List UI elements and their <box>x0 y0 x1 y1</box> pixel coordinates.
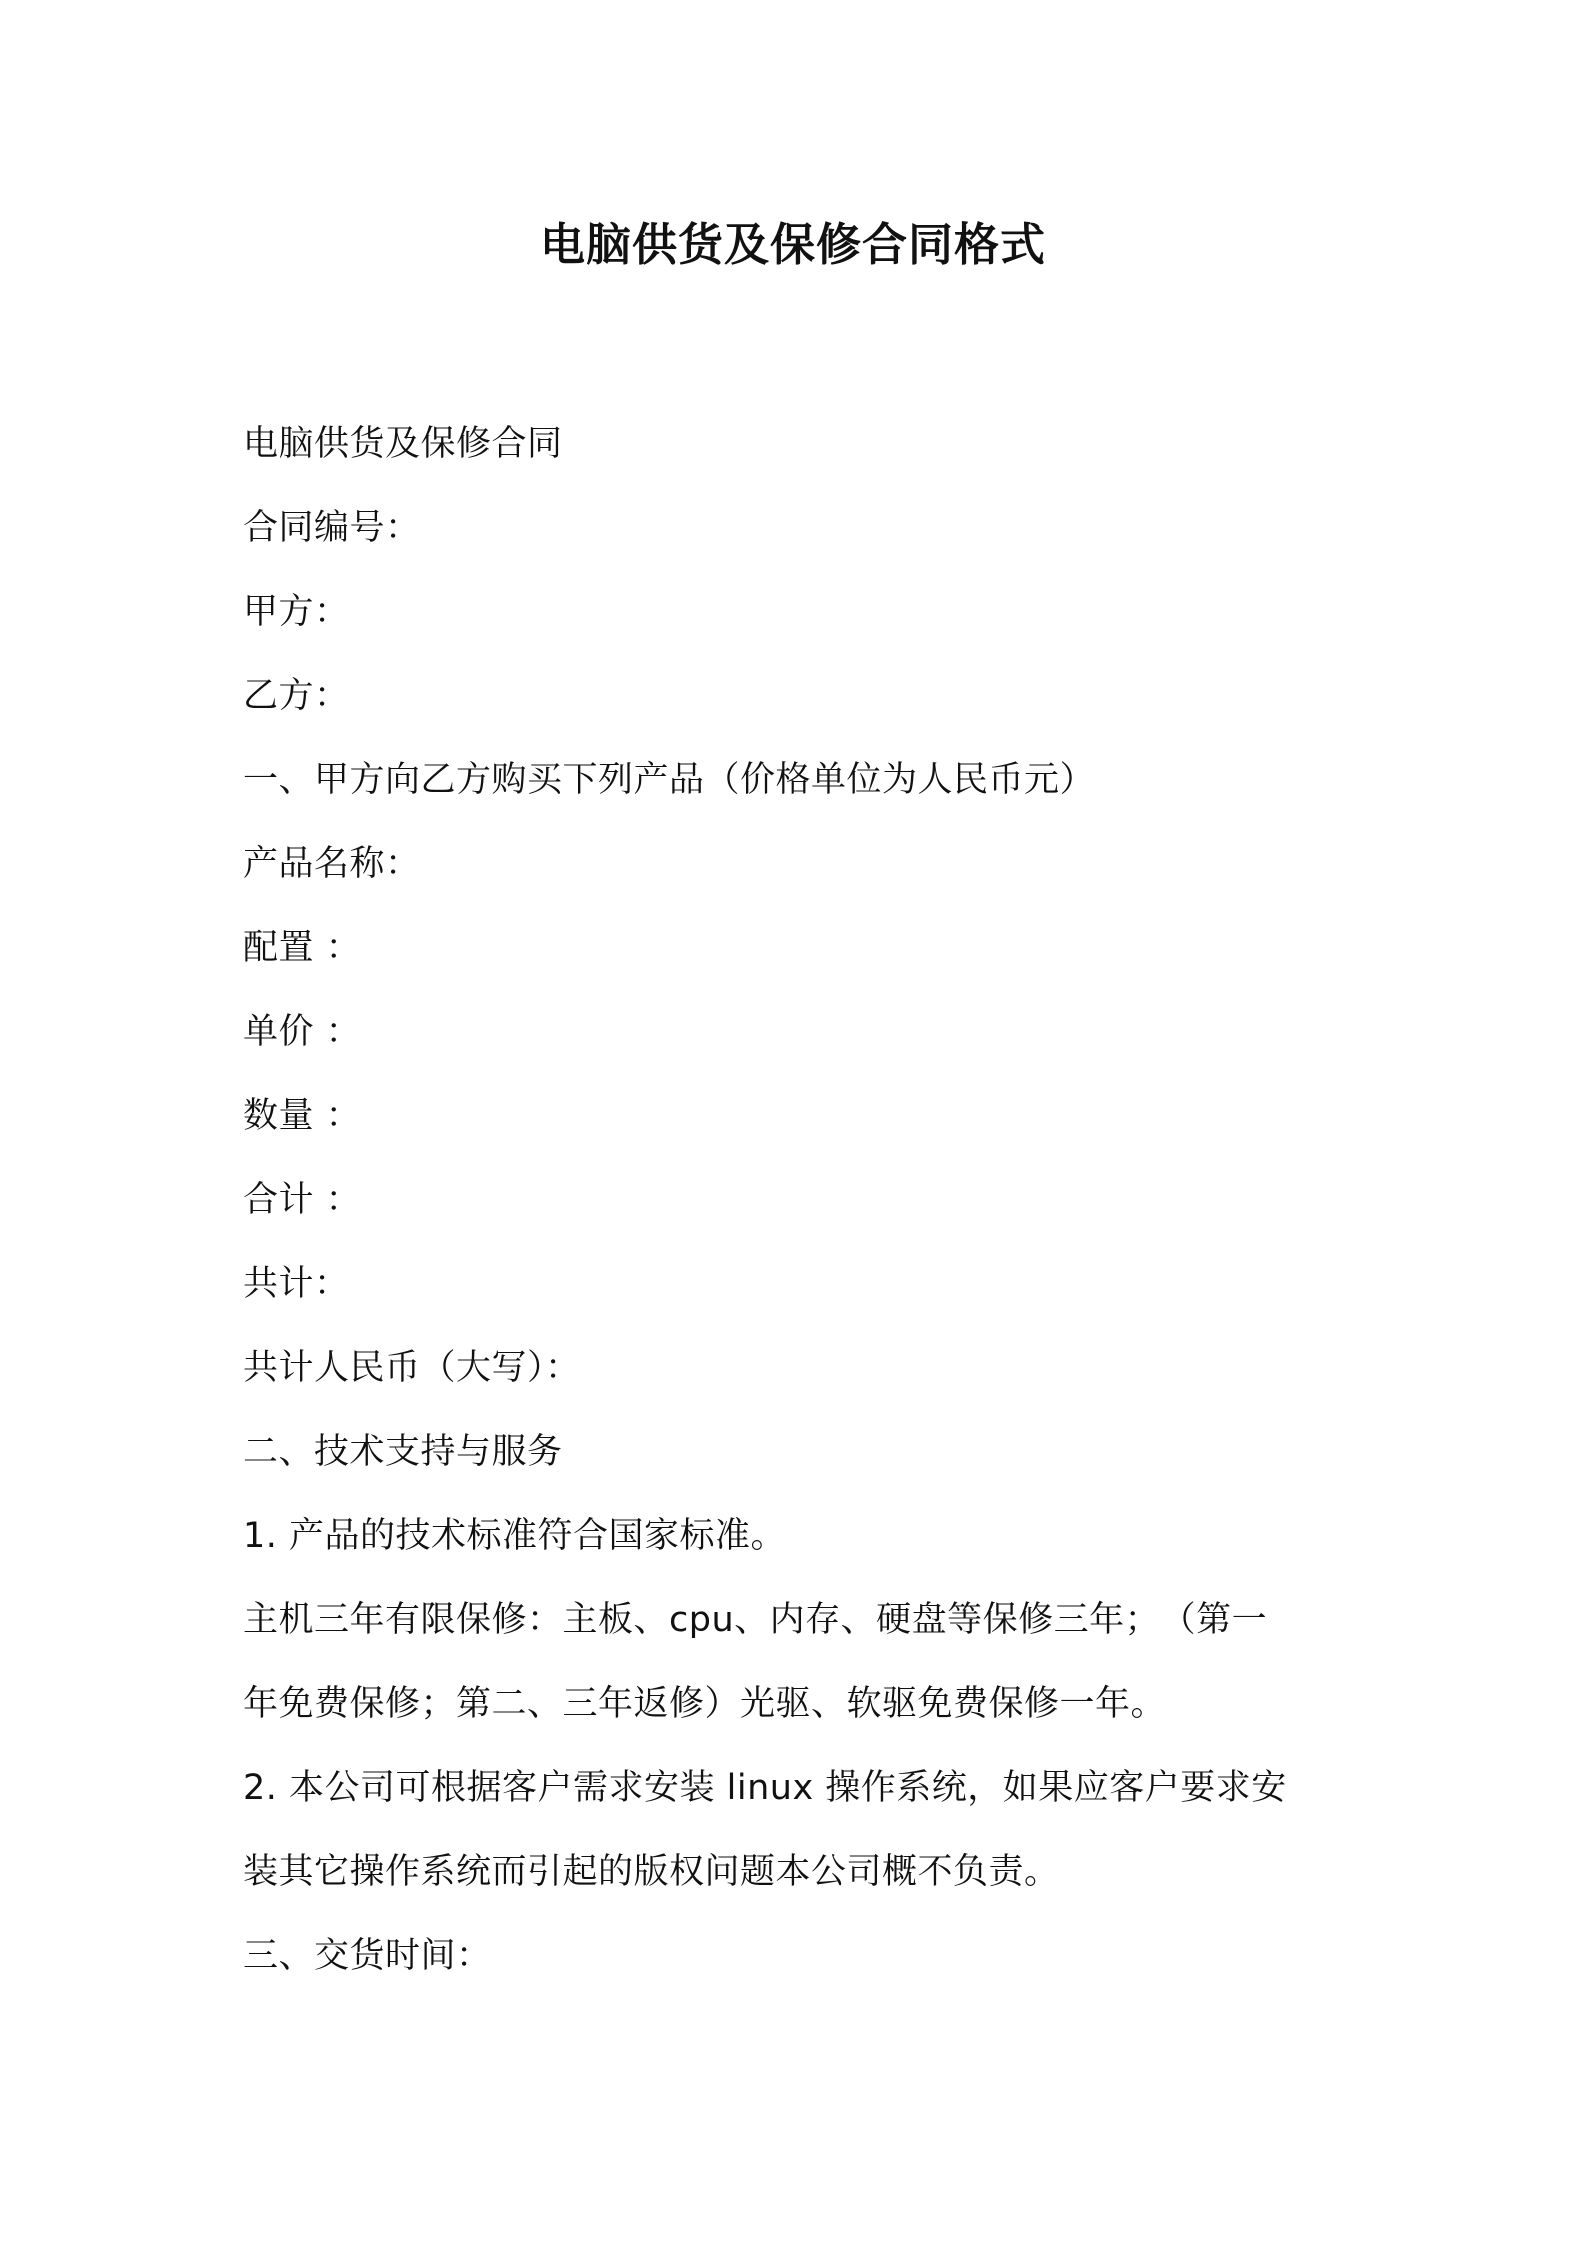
section-one-heading: 一、甲方向乙方购买下列产品（价格单位为人民币元） <box>243 760 1096 800</box>
subtotal-label: 合计 ： <box>243 1180 362 1220</box>
party-b-label: 乙方： <box>243 676 350 716</box>
clause-2-line-1: 2. 本公司可根据客户需求安装 linux 操作系统，如果应客户要求安 <box>243 1768 1287 1808</box>
document-title: 电脑供货及保修合同格式 <box>539 218 1046 271</box>
warranty-text-line-1: 主机三年有限保修：主板、cpu、内存、硬盘等保修三年； （第一 <box>243 1600 1268 1640</box>
warranty-text-line-2: 年免费保修；第二、三年返修）光驱、软驱免费保修一年。 <box>243 1684 1167 1724</box>
clause-1: 1. 产品的技术标准符合国家标准。 <box>243 1516 787 1556</box>
clause-2-line-2: 装其它操作系统而引起的版权问题本公司概不负责。 <box>243 1852 1060 1892</box>
contract-heading: 电脑供货及保修合同 <box>243 424 563 464</box>
contract-number-label: 合同编号： <box>243 508 421 548</box>
quantity-label: 数量 ： <box>243 1096 362 1136</box>
document-body <box>243 402 1365 1998</box>
section-two-heading: 二、技术支持与服务 <box>243 1432 563 1472</box>
party-a-label: 甲方： <box>243 592 350 632</box>
total-rmb-uppercase-label: 共计人民币（大写）： <box>243 1348 581 1388</box>
section-three-heading: 三、交货时间： <box>243 1936 492 1976</box>
total-label: 共计： <box>243 1264 350 1304</box>
unit-price-label: 单价 ： <box>243 1012 362 1052</box>
configuration-label: 配置 ： <box>243 928 362 968</box>
product-name-label: 产品名称： <box>243 844 421 884</box>
